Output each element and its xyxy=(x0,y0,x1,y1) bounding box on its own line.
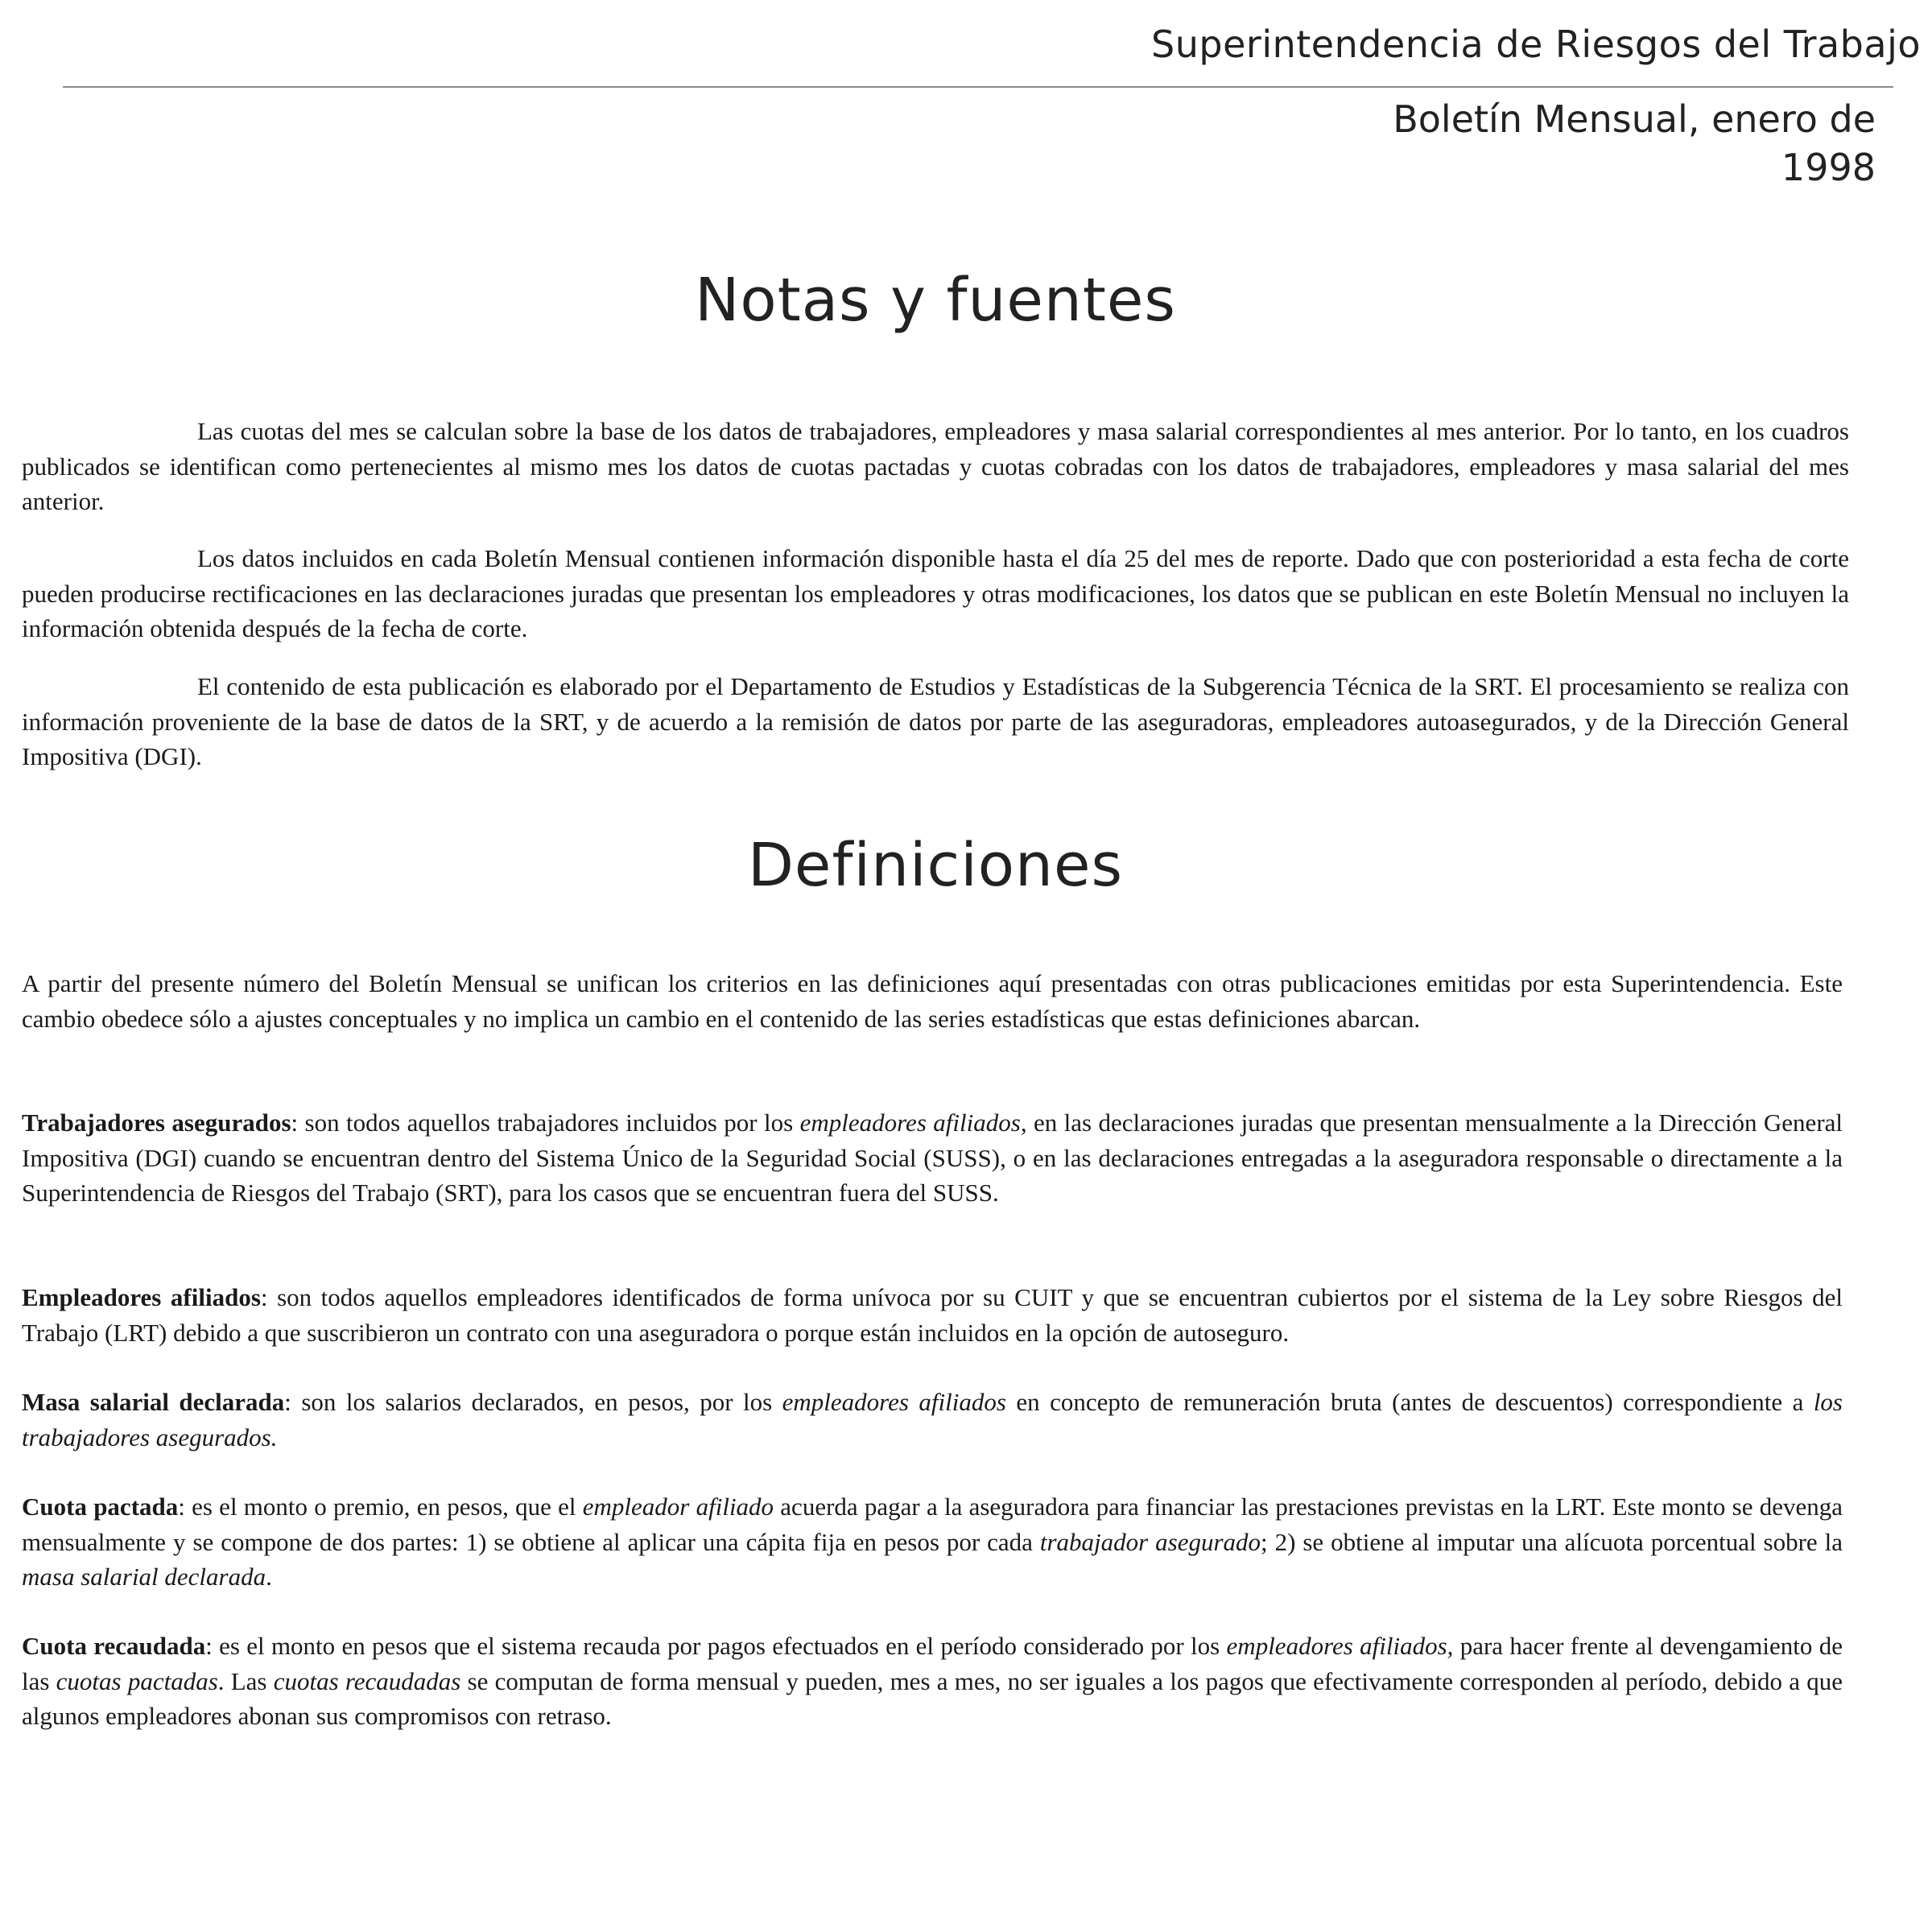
definition-text: , en las declaraciones juradas que presentan mensualmente a la Dirección General Impositiva (DGI) cuando se encuentran dentro del Sistema Único de la Seguridad Social (SUSS), o en las declaraciones entregadas a la aseguradora responsable o directamente a la Superintendencia de Riesgos del Trabajo (SRT), para los casos que se encuentran fuera del SUSS. xyxy=(22,1108,1843,1207)
notas-paragraph-2-text: Los datos incluidos en cada Boletín Mensual contienen información disponible hasta el día 25 del mes de reporte. Dado que con posterioridad a esta fecha de corte pueden producirse rectificaciones en las declaraciones juradas que presentan los empleadores y otras modificaciones, los datos que se publican en este Boletín Mensual no incluyen la información obtenida después de la fecha de corte. xyxy=(22,544,1849,642)
definition-text: : es el monto en pesos que el sistema recauda por pagos efectuados en el período considerado por los xyxy=(205,1632,1227,1660)
header-divider xyxy=(63,86,1893,88)
definition-term: Cuota pactada xyxy=(22,1492,179,1521)
notas-paragraph-3-text: El contenido de esta publicación es elaborado por el Departamento de Estudios y Estadísticas de la Subgerencia Técnica de la SRT. El procesamiento se realiza con información proveniente de la base de datos de la SRT, y de acuerdo a la remisión de datos por parte de las aseguradoras, empleadores autoasegurados, y de la Dirección General Impositiva (DGI). xyxy=(22,672,1849,770)
notas-section-title: Notas y fuentes xyxy=(695,266,1176,335)
definition-emphasis: cuotas pactadas xyxy=(56,1666,218,1695)
definiciones-intro xyxy=(22,966,1843,1036)
definition-cuota-recaudada xyxy=(22,1629,1843,1734)
definition-emphasis: masa salarial declarada xyxy=(22,1563,266,1591)
definition-text: se computan de forma mensual y pueden, mes a mes, no ser iguales a los pagos que efectivamente corresponden al período, debido a que algunos empleadores abonan sus compromisos con retraso. xyxy=(22,1666,1843,1730)
organization-name: Superintendencia de Riesgos del Trabajo xyxy=(1151,23,1921,66)
definition-emphasis: trabajador asegurado xyxy=(1039,1527,1261,1556)
definition-empleadores-afiliados xyxy=(22,1280,1843,1350)
definition-text: . xyxy=(266,1563,272,1591)
definition-text: ; 2) se obtiene al imputar una alícuota porcentual sobre la xyxy=(1261,1527,1843,1556)
definition-text: para hacer frente al devengamiento de las xyxy=(22,1632,1843,1695)
definition-text: . Las xyxy=(217,1666,274,1695)
bulletin-issue xyxy=(1264,95,1876,192)
definition-trabajadores-asegurados xyxy=(22,1105,1843,1211)
bulletin-issue-line2: 1998 xyxy=(1781,146,1876,189)
definition-cuota-pactada xyxy=(22,1489,1843,1595)
definition-text: : son todos aquellos trabajadores incluidos por los xyxy=(291,1108,800,1137)
definition-term: Trabajadores asegurados xyxy=(22,1108,291,1137)
notas-paragraph-3 xyxy=(22,669,1849,774)
bulletin-issue-line1: Boletín Mensual, enero de xyxy=(1393,97,1876,141)
definition-text: acuerda pagar a la aseguradora para financiar las prestaciones previstas en la LRT. Este monto se devenga mensualmente y se compone de dos partes: 1) se obtiene al aplicar una cápita fija en pesos por cada xyxy=(22,1492,1843,1556)
definition-masa-salarial-declarada xyxy=(22,1385,1843,1455)
definition-term: Cuota recaudada xyxy=(22,1632,206,1660)
definiciones-intro-text: A partir del presente número del Boletín Mensual se unifican los criterios en las definiciones aquí presentadas con otras publicaciones emitidas por esta Superintendencia. Este cambio obedece sólo a ajustes conceptuales y no implica un cambio en el contenido de las series estadísticas que estas definiciones abarcan. xyxy=(22,969,1843,1033)
definition-emphasis: empleadores afiliados, xyxy=(1226,1632,1454,1660)
definition-emphasis: empleador afiliado xyxy=(582,1492,774,1521)
notas-paragraph-1 xyxy=(22,414,1849,519)
definition-emphasis: empleadores afiliados xyxy=(782,1388,1006,1416)
definition-text: : son los salarios declarados, en pesos, por los xyxy=(284,1388,782,1416)
definition-text: : es el monto o premio, en pesos, que el xyxy=(178,1492,583,1521)
definition-emphasis: empleadores afiliados xyxy=(799,1108,1021,1137)
definition-text: : son todos aquellos empleadores identificados de forma unívoca por su CUIT y que se encuentran cubiertos por el sistema de la Ley sobre Riesgos del Trabajo (LRT) debido a que suscribieron un contrato con una aseguradora o porque están incluidos en la opción de autoseguro. xyxy=(22,1283,1843,1347)
definiciones-section-title: Definiciones xyxy=(747,831,1124,900)
definition-term: Masa salarial declarada xyxy=(22,1388,285,1416)
definition-emphasis: cuotas recaudadas xyxy=(273,1666,461,1695)
notas-paragraph-1-text: Las cuotas del mes se calculan sobre la base de los datos de trabajadores, empleadores y masa salarial correspondientes al mes anterior. Por lo tanto, en los cuadros publicados se identifican como pertenecientes al mismo mes los datos de cuotas pactadas y cuotas cobradas con los datos de trabajadores, empleadores y masa salarial del mes anterior. xyxy=(22,417,1849,515)
notas-paragraph-2 xyxy=(22,541,1849,646)
definition-text: en concepto de remuneración bruta (antes de descuentos) correspondiente a xyxy=(1005,1388,1814,1416)
definition-emphasis: los trabajadores asegurados. xyxy=(22,1388,1843,1451)
definition-term: Empleadores afiliados xyxy=(22,1283,261,1311)
